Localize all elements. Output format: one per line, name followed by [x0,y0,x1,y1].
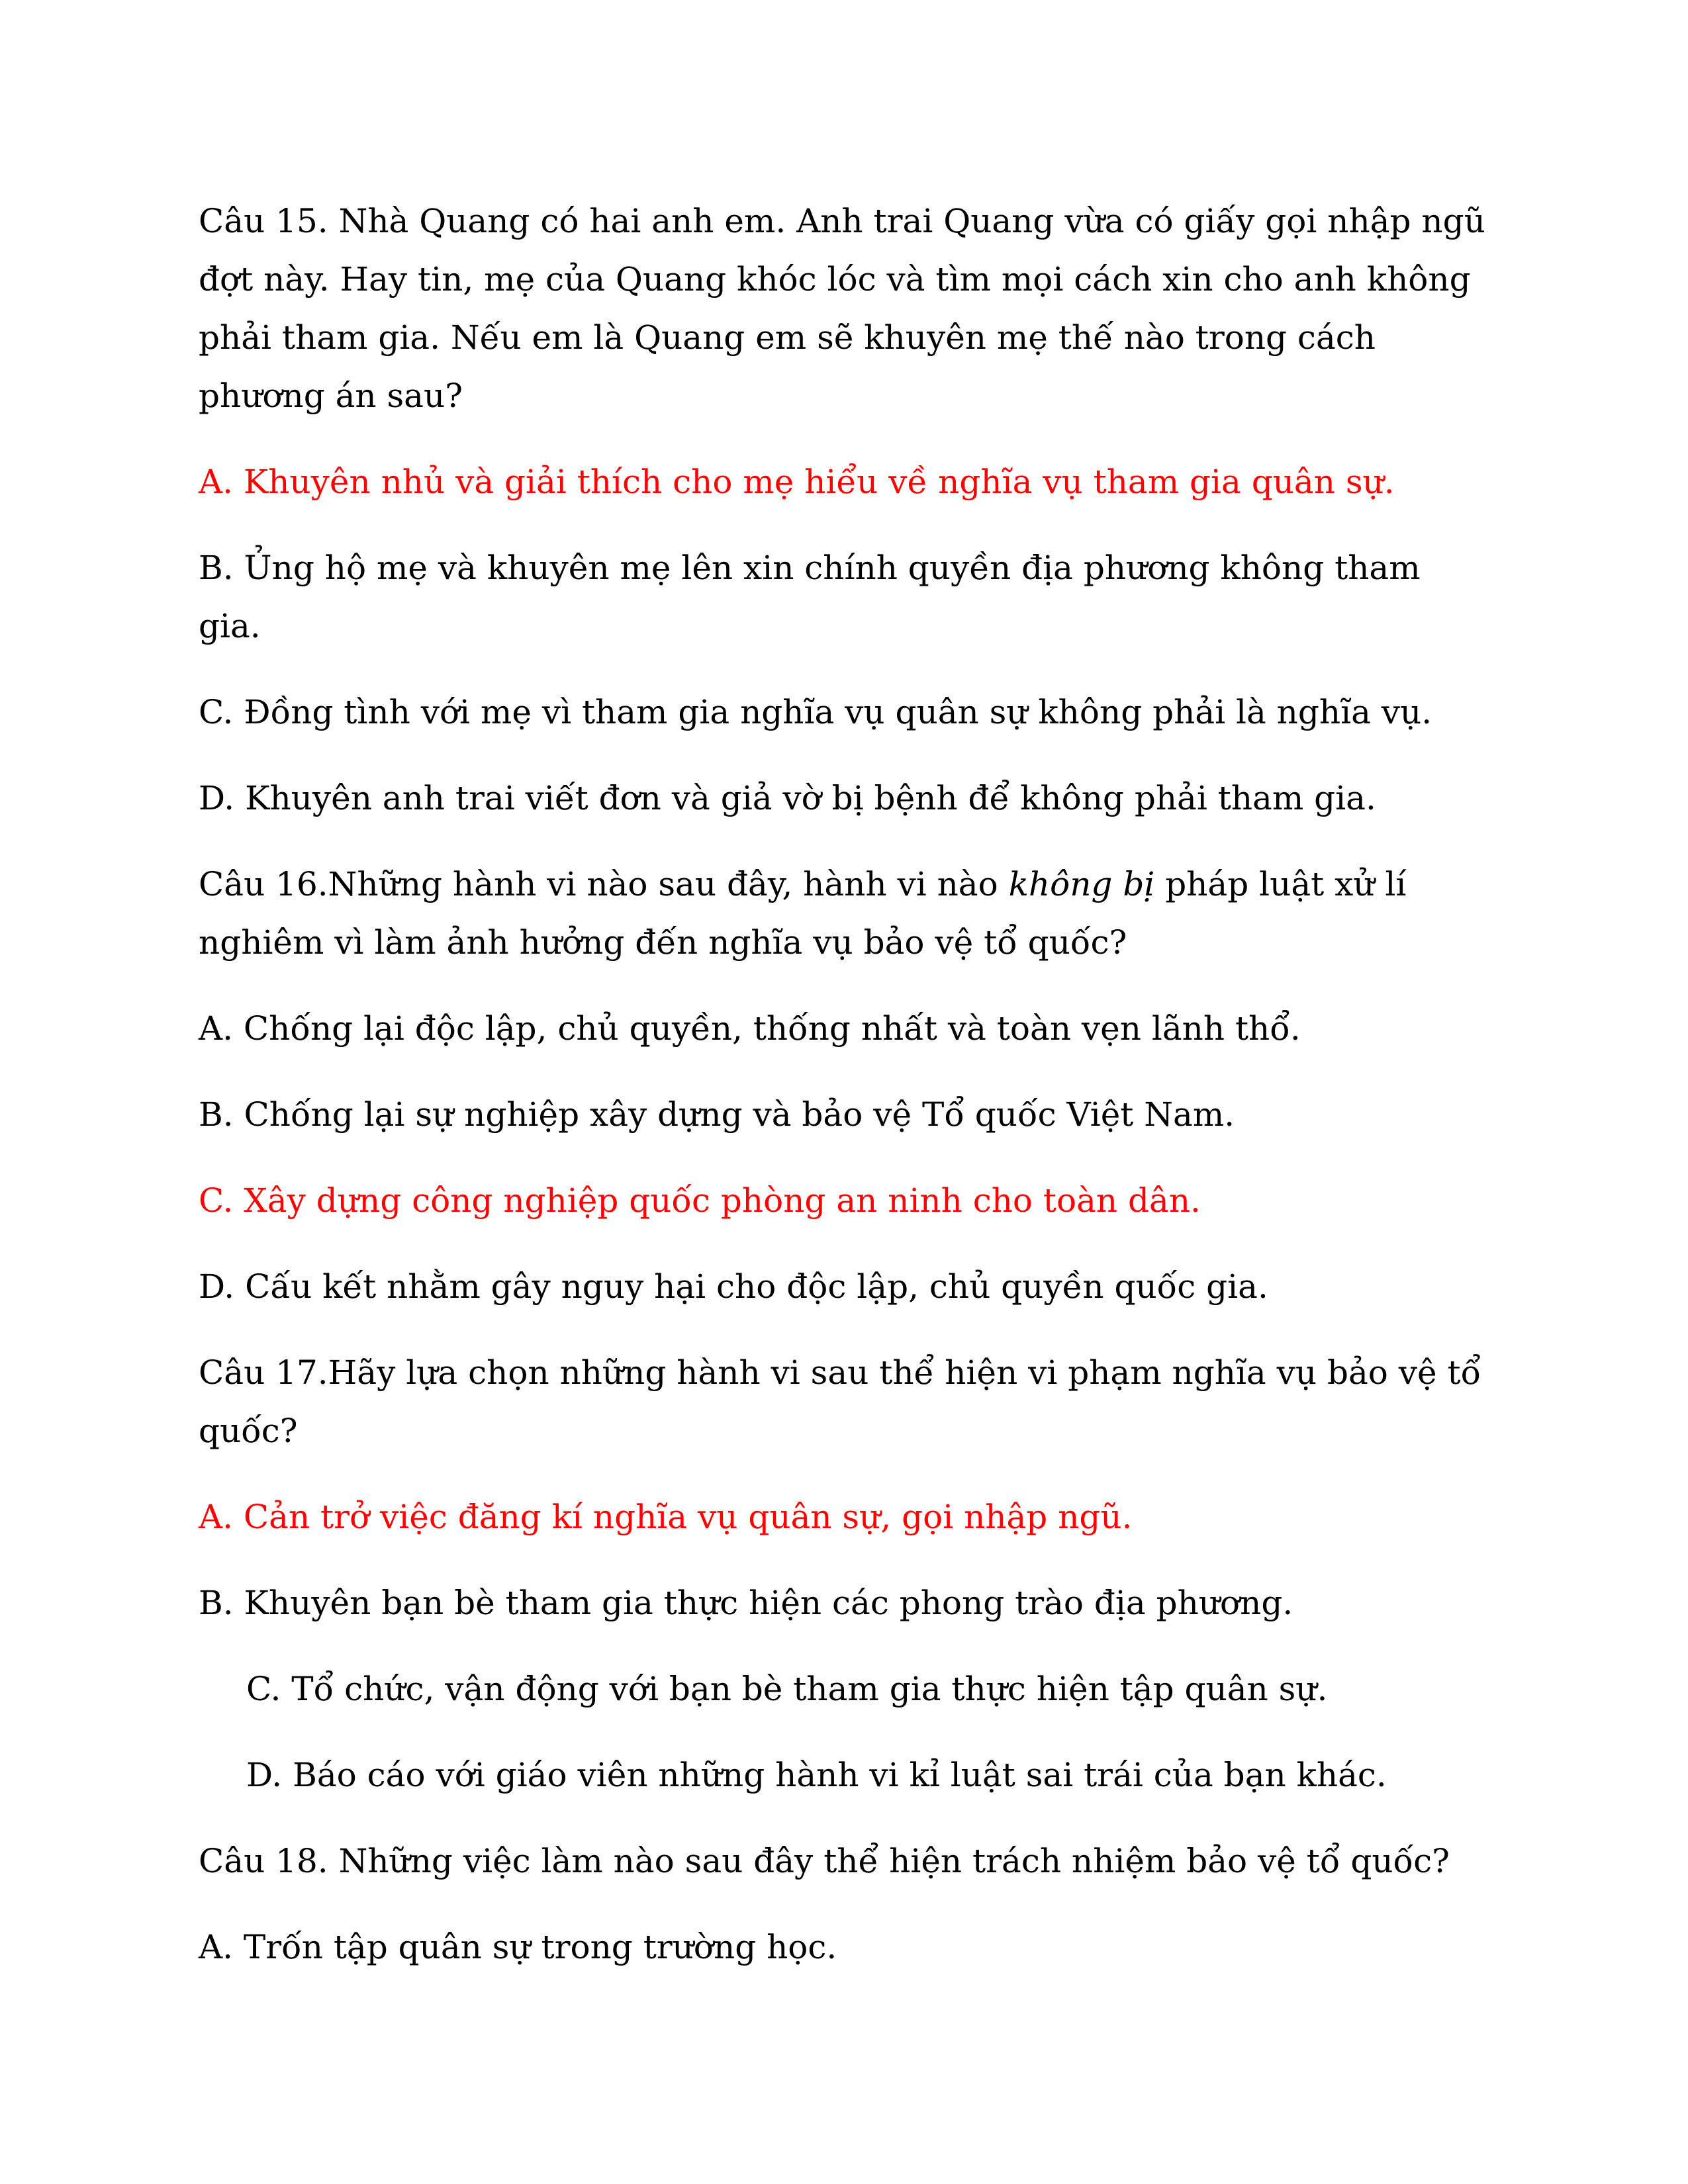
document-page [199,192,1489,2004]
q17-option-a-correct: A. Cản trở việc đăng kí nghĩa vụ quân sự, gọi nhập ngũ. [199,1498,1133,1536]
q16-option-c-correct: C. Xây dựng công nghiệp quốc phòng an ninh cho toàn dân. [199,1181,1201,1220]
q16-text-italic: không bị [1008,865,1155,903]
q15-option-a-correct: A. Khuyên nhủ và giải thích cho mẹ hiểu về nghĩa vụ tham gia quân sự. [199,463,1395,501]
q17-option-d: D. Báo cáo với giáo viên những hành vi kỉ luật sai trái của bạn khác. [246,1756,1387,1794]
q16-option-a: A. Chống lại độc lập, chủ quyền, thống nhất và toàn vẹn lãnh thổ. [199,1009,1301,1048]
q15-option-d: D. Khuyên anh trai viết đơn và giả vờ bị bệnh để không phải tham gia. [199,779,1376,817]
q16-option-d: D. Cấu kết nhằm gây nguy hại cho độc lập, chủ quyền quốc gia. [199,1267,1268,1306]
q16-text-after: pháp luật xử lí nghiêm vì làm ảnh hưởng đến nghĩa vụ bảo vệ tổ quốc? [199,865,1407,962]
question-16 [199,855,1489,972]
question-17: Câu 17.Hãy lựa chọn những hành vi sau thể hiện vi phạm nghĩa vụ bảo vệ tổ quốc? [199,1353,1481,1450]
q15-option-b: B. Ủng hộ mẹ và khuyên mẹ lên xin chính quyền địa phương không tham gia. [199,549,1421,645]
q16-option-b: B. Chống lại sự nghiệp xây dựng và bảo vệ Tổ quốc Việt Nam. [199,1095,1235,1134]
q18-option-a: A. Trốn tập quân sự trong trường học. [199,1928,837,1966]
question-15: Câu 15. Nhà Quang có hai anh em. Anh trai Quang vừa có giấy gọi nhập ngũ đợt này. Hay tin, mẹ của Quang khóc lóc và tìm mọi cách xin cho anh không phải tham gia. Nếu em là Quang em sẽ khuyên mẹ thế nào trong cách phương án sau? [199,202,1485,415]
q16-text-before: Câu 16.Những hành vi nào sau đây, hành vi nào [199,865,1009,903]
q17-option-c: C. Tổ chức, vận động với bạn bè tham gia thực hiện tập quân sự. [246,1670,1328,1708]
question-18: Câu 18. Những việc làm nào sau đây thể hiện trách nhiệm bảo vệ tổ quốc? [199,1842,1450,1880]
q15-option-c: C. Đồng tình với mẹ vì tham gia nghĩa vụ quân sự không phải là nghĩa vụ. [199,693,1432,731]
q17-option-b: B. Khuyên bạn bè tham gia thực hiện các phong trào địa phương. [199,1584,1293,1622]
